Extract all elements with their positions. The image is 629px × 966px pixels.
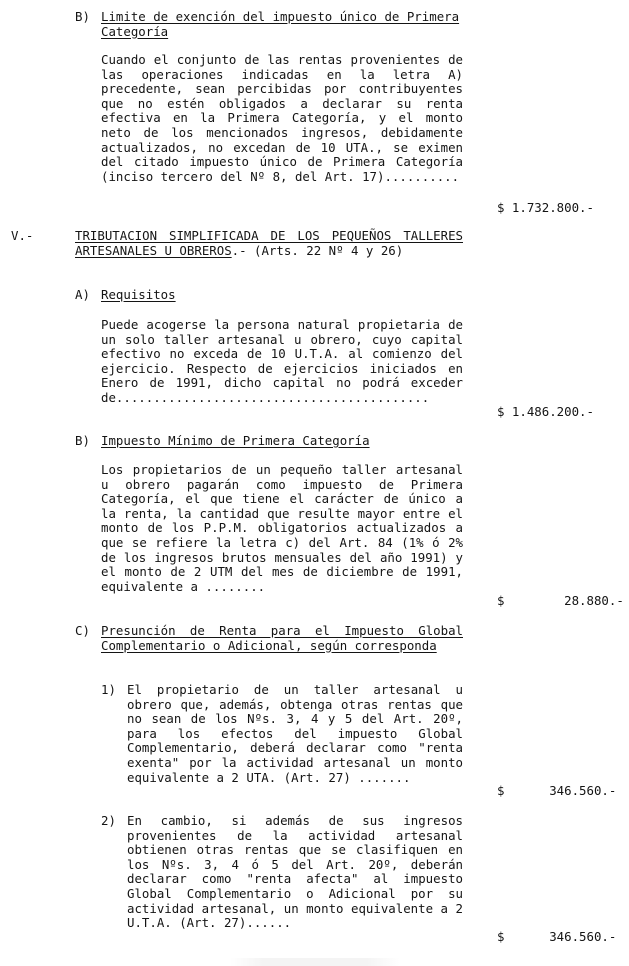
section-heading-tributacion bbox=[75, 229, 463, 258]
paragraph-item-2: En cambio, si además de sus ingresos provenientes de la actividad artesanal obtienen otras rentas que se clasifiquen en los Nºs. 3, 4 ó 5 del Art. 20º, deberán declarar como "renta afecta" al impuesto Global Complementario o Adicional por su actividad artesanal, un monto equivalente a 2 U.T.A. (Art. 27)...... bbox=[127, 813, 463, 931]
amount-requisitos: $ 1.486.200.- bbox=[497, 404, 594, 419]
section-numeral-v: V.- bbox=[11, 228, 34, 243]
paragraph-exencion: Cuando el conjunto de las rentas provenientes de las operaciones indicadas en la letra A) precedente, sean percibidas por contribuyentes que no estén obligados a declarar su renta efectiva en la Primera Categoría, y el monto neto de los mencionados ingresos, debidamente actualizados, no excedan de 10 UTA., se eximen del citado impuesto único de Primera Categoría (inciso tercero del Nº 8, del Art. 17).......... bbox=[101, 52, 463, 184]
section-label-b-top: B) bbox=[75, 9, 90, 24]
paragraph-item-1: El propietario de un taller artesanal u obrero que, además, obtenga otras rentas que no sean de los Nºs. 3, 4 y 5 del Art. 20º, para los efectos del impuesto Global Complementario, deberá declarar como "renta exenta" por la actividad artesanal un monto equivalente a 2 UTA. (Art. 27) ....... bbox=[127, 682, 463, 785]
section-heading-exencion: Limite de exención del impuesto único de Primera Categoría bbox=[101, 9, 460, 39]
amount-item-2: $ 346.560.- bbox=[497, 929, 617, 944]
amount-exencion: $ 1.732.800.- bbox=[497, 200, 594, 215]
section-heading-requisitos: Requisitos bbox=[101, 287, 176, 302]
item-number-1: 1) bbox=[101, 682, 116, 697]
item-number-2: 2) bbox=[101, 813, 116, 828]
scan-artifact bbox=[230, 958, 400, 966]
heading-articles: .- (Arts. 22 Nº 4 y 26) bbox=[231, 242, 404, 258]
paragraph-requisitos: Puede acogerse la persona natural propietaria de un solo taller artesanal u obrero, cuyo capital efectivo no exceda de 10 U.T.A. al comienzo del ejercicio. Respecto de ejercicios iniciados en Enero de 1991, dicho capital no podrá exceder de.......................................... bbox=[101, 317, 463, 405]
amount-item-1: $ 346.560.- bbox=[497, 783, 617, 798]
paragraph-impuesto-minimo: Los propietarios de un pequeño taller artesanal u obrero pagarán como impuesto de Primera Categoría, el que tiene el carácter de único a la renta, la cantidad que resulte mayor entre el monto de los P.P.M. obligatorios actualizados a que se refiere la letra c) del Art. 84 (1% ó 2% de los ingresos brutos mensuales del año 1991) y el monto de 2 UTM del mes de diciembre de 1991, equivalente a ........ bbox=[101, 462, 463, 594]
amount-impuesto-minimo: $ 28.880.- bbox=[497, 593, 624, 608]
section-label-c: C) bbox=[75, 623, 90, 638]
section-heading-impuesto-minimo: Impuesto Mínimo de Primera Categoría bbox=[101, 433, 370, 448]
section-label-b: B) bbox=[75, 433, 90, 448]
section-label-a: A) bbox=[75, 287, 90, 302]
section-heading-presuncion: Presunción de Renta para el Impuesto Global Complementario o Adicional, según corresponda bbox=[101, 623, 463, 653]
heading-underlined: TRIBUTACION SIMPLIFICADA DE LOS PEQUEÑOS TALLERES ARTESANALES U OBREROS bbox=[75, 228, 463, 258]
